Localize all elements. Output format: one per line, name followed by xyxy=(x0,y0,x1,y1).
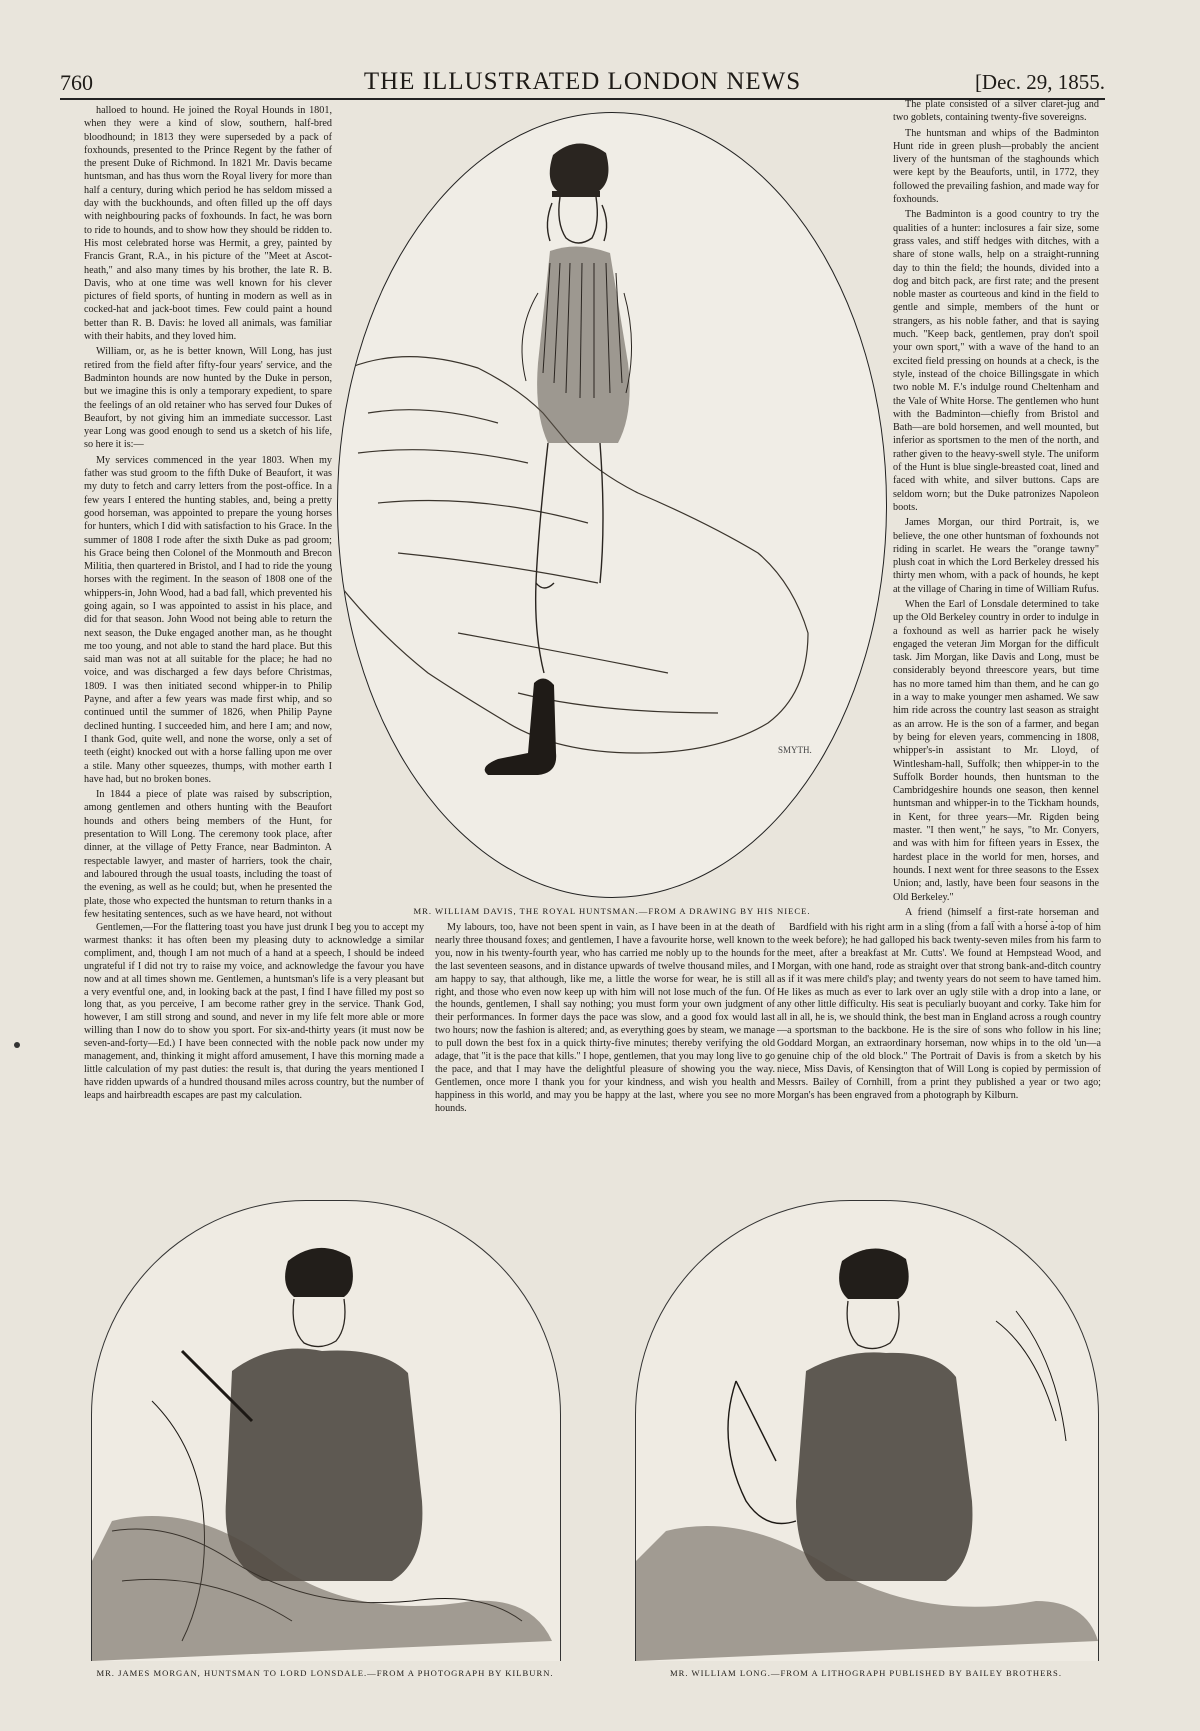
engraving-davis xyxy=(338,113,886,897)
paragraph: The plate consisted of a silver claret-jug and two goblets, containing twenty-five sovereigns. xyxy=(893,99,1099,124)
portrait-william-davis xyxy=(337,112,887,898)
engraving-morgan xyxy=(92,1201,560,1661)
issue-date: [Dec. 29, 1855. xyxy=(974,70,1105,94)
portrait-james-morgan xyxy=(91,1200,561,1661)
paragraph: The huntsman and whips of the Badminton Hunt ride in green plush—probably the ancient livery of the huntsman of the staghounds which were kept by the Beauforts, until, in 1772, they followed the prevailing fashion, and made way for foxhounds. xyxy=(893,127,1099,206)
paragraph: Bardfield with his right arm in a sling (from a fall with a horse a-top of him the week before); he had galloped his back twenty-seven miles from his farm to the meet, after a breakfast at Mr. Cutts'. We found at Hempstead Wood, and Morgan, with one hand, rode as straight over that strong bank-and-ditch country as if it was mere child's play; and twenty years do not seem to have tamed him. He likes as much as ever to lark over an ugly stile with a drop into a lane, or any other little difficulty. His seat is peculiarly buoyant and corky. Take him for all in all, he is, we should think, the best man in England across a rough country—a sportsman to the backbone. He is the sire of sons who follow in his line; Goddard Morgan, an extraordinary horseman, now whips in to the old 'un—a genuine chip of the old block." The Portrait of Davis is from a sketch by his niece, Miss Davis, of Kensington that of Will Long is copied by permission of Messrs. Bailey of Cornhill, from a print they published a year or two ago; Morgan's has been engraved from a photograph by Kilburn. xyxy=(777,922,1101,1101)
caption-morgan: MR. JAMES MORGAN, HUNTSMAN TO LORD LONSDALE.—FROM A PHOTOGRAPH BY KILBURN. xyxy=(96,1668,554,1678)
artist-signature: SMYTH. xyxy=(778,745,812,755)
caption-davis: MR. WILLIAM DAVIS, THE ROYAL HUNTSMAN.—FROM A DRAWING BY HIS NIECE. xyxy=(413,906,811,916)
page-number: 760 xyxy=(60,70,93,95)
engraving-long xyxy=(636,1201,1098,1661)
paragraph: Gentlemen,—For the flattering toast you have just drunk I beg you to accept my warmest thanks: it has often been my pleasing duty to acknowledge a similar compliment, and, though I am not much of a hand at a speech, I should be indeed ungrateful if I did not try to raise my voice, and acknowledge the favour you have now and at all times shown me. Gentlemen, a huntsman's life is a very pleasant but a very eventful one, and, in looking back at the past, I find I have filled my post so long that, as you perceive, I am become rather grey in the service. Thank God, however, I am still strong and sound, and never in my life felt more able or more willing than I now do to show you sport. For six-and-thirty years (it must now be seven-and-forty—Ed.) I have been connected with the noble pack now under my management, and, thinking it might afford amusement, I have this morning made a little calculation of my past duties: the result is, that during the years mentioned I have ridden upwards of a hundred thousand miles across country, but the number of leaps and hairbreadth escapes are past my calculation. xyxy=(84,922,424,1101)
page-header xyxy=(60,64,1105,96)
portrait-william-long xyxy=(635,1200,1099,1661)
paragraph: In 1844 a piece of plate was raised by subscription, among gentlemen and others hunting with the Beaufort hounds and others being members of the Hunt, for presentation to Will Long. The ceremony took place, after dinner, at the village of Petty France, near Badminton. A respectable lawyer, and master of harriers, took the chair, and laboured through the usual toasts, including the toast of the evening, as well as he could; but, when he presented the plate, those who expected the huntsman to return thanks in a few hesitating sentences, such as we have heard, not without xyxy=(84,789,332,920)
speech-column-2 xyxy=(435,922,775,1172)
caption-long: MR. WILLIAM LONG.—FROM A LITHOGRAPH PUBLISHED BY BAILEY BROTHERS. xyxy=(670,1668,1062,1678)
paragraph: James Morgan, our third Portrait, is, we believe, the one other huntsman of foxhounds not riding in scarlet. He wears the "orange tawny" plush coat in which the Lord Berkeley dressed his thirty men whom, with a pack of hounds, he kept at the village of Charing in time of William Rufus. xyxy=(893,517,1099,595)
paragraph: The Badminton is a good country to try the qualities of a hunter: inclosures a fair size, some grass vales, and stiff hedges with ditches, with a share of stone walls, help on a straight-running day to thin the field; the hounds, divided into a dog and bitch pack, are first rate; and the present noble master as courteous and kind in the field to gentle and simple, members of the hunt or strangers, as his noble father, and that is saying much. "Keep back, gentlemen, pray don't spoil your own sport," with a wave of the hand to an excited field pressing on hounds at a check, is the style, instead of the choice Billingsgate in which two noble M. F.'s indulge round Cheltenham and the Vale of White Horse. The gentlemen who hunt with the Badminton—chiefly from Bristol and Bath—are bold horsemen, and well mounted, but inferior as sportsmen to the men of the north, and rather given to the heavy-swell style. The uniform of the Hunt is blue single-breasted coat, lined and faced with white, and silver buttons. Caps are seldom worn; but the Duke patronizes Napoleon boots. xyxy=(893,209,1099,513)
paragraph: halloed to hound. He joined the Royal Hounds in 1801, when they were a kind of slow, southern, half-bred bloodhound; in 1813 they were superseded by a pack of foxhounds, presented to the Prince Regent by the father of the present Duke of Richmond. In 1821 Mr. Davis became huntsman, and has thus worn the Royal livery for more than half a century, during which period he has seldom missed a day with the buckhounds, and often filled up the off days with neighbouring packs of foxhounds. In fact, he was born to ride to hounds, and to show how they should be ridden to. His most celebrated horse was Hermit, a grey, painted by Francis Grant, R.A., in his picture of the "Meet at Ascot-heath," and also many times by his brother, the late R. B. Davis, who at one time was well known for his clever pictures of field sports, of hunting in modern as well as in cocked-hat and jack-boot times. Few could paint a hound better than R. B. Davis: he loved all animals, was familiar with their habits, and they loved him. xyxy=(84,105,332,343)
paragraph: My labours, too, have not been spent in vain, as I have been in at the death of nearly three thousand foxes; and gentlemen, I have a favourite horse, well known to you, now in his twenty-fourth year, who has carried me nobly up to the hounds for the last seventeen seasons, and in distance upwards of twelve thousand miles, and I am happy to say, that although, like me, a little the worse for wear, he is still all right, and those who even now keep up with him will not lose much of the fun. Of the hounds, gentlemen, I shall say nothing; you must form your own judgment of their performances. In former days the pace was slow, and a good fox would last two hours; now the fashion is altered; and, as everything goes by steam, we manage to pull down the best fox in a quick thirty-five minutes; thereby verifying the old adage, that "it is the pace that kills." I hope, gentlemen, that you may long live to go the pace, and that I may have the delightful pleasure of showing you the way. Gentlemen, once more I thank you for your kindness, and wish you health and happiness in this world, and may you be happy at the last, where you see no more hounds. xyxy=(435,922,775,1114)
speech-column-3 xyxy=(777,922,1101,1172)
paragraph: A friend (himself a first-rate horseman and xyxy=(905,906,1099,918)
masthead-title: THE ILLUSTRATED LONDON NEWS xyxy=(363,68,802,95)
paragraph: William, or, as he is better known, Will Long, has just retired from the field after fifty-four years' service, and the Badminton hounds are now hunted by the Duke in person, but we imagine this is only a temporary expedient, to spare the feelings of an old retainer who has served four Dukes of Beaufort, by not giving him an immediate successor. Last year Long was good enough to send us a sketch of his life, so here it is:— xyxy=(84,346,332,451)
paragraph: My services commenced in the year 1803. When my father was stud groom to the fifth Duke of Beaufort, it was my duty to fetch and carry letters from the post-office. In a few years I entered the hunting stables, and, being a pretty good horseman, was appointed to prepare the young horses for hunters, which I did with satisfaction to his Grace. In the summer of 1808 I rode after the sixth Duke as pad groom; his Grace being then Colonel of the Monmouth and Brecon Militia, then quartered in Bristol, and I had to ride the young horses with the regiment. In the season of 1808 one of the whippers-in, John Wood, had a bad fall, which prevented his going again, so I was appointed to assist in his place, and did for that season. John Wood not being able to return the next season, the Duke engaged another man, as he thought me too young, and not able to stand the hard place. But this said man was not at all suitable for the place; he had no voice, and was discharged a few days before Christmas, 1809. I was then initiated second whipper-in to Philip Payne, and after a few years was made first whip, and so continued until the summer of 1826, when Philip Payne declined hunting. I succeeded him, and here I am; and now, I thank God, quite well, and none the worse, only a set of teeth (eight) knocked out with a horse falling upon me over a stile. Many other squeezes, thumps, with mother earth I have had, but no broken bones. xyxy=(84,454,332,785)
left-column xyxy=(84,104,332,922)
margin-mark xyxy=(14,1042,20,1048)
right-column xyxy=(893,98,1099,922)
speech-column-1 xyxy=(84,922,424,1172)
paragraph: When the Earl of Lonsdale determined to take up the Old Berkeley country in order to indulge in a foxhound as well as harrier pack he wisely engaged the veteran Jim Morgan for the difficult task. Jim Morgan, like Davis and Long, must be considerably beyond threescore years, but time has no more tamed him than them, and he can go in a way to make younger men ashamed. We saw him ride across the country last season as straight as an arrow. He is the son of a farmer, and began by being for eleven years, commencing in 1808, whipper's-in assistant to Mr. Lloyd, of Wintlesham-hall, Suffolk; then whipper-in to the Suffolk Border hounds, then huntsman to the Cambridgeshire hounds one season, then kennel huntsman and whipper-in to the Tickham hounds, in Kent, for three years—Mr. Rigden being master. "I then went," he says, "to Mr. Conyers, and was with him for fifteen years in Essex, the hardest place in the world for men, horses, and hounds. I next went for three seasons to the Essex Union; and, lastly, have been four seasons in the Old Berkeley." xyxy=(893,598,1099,903)
